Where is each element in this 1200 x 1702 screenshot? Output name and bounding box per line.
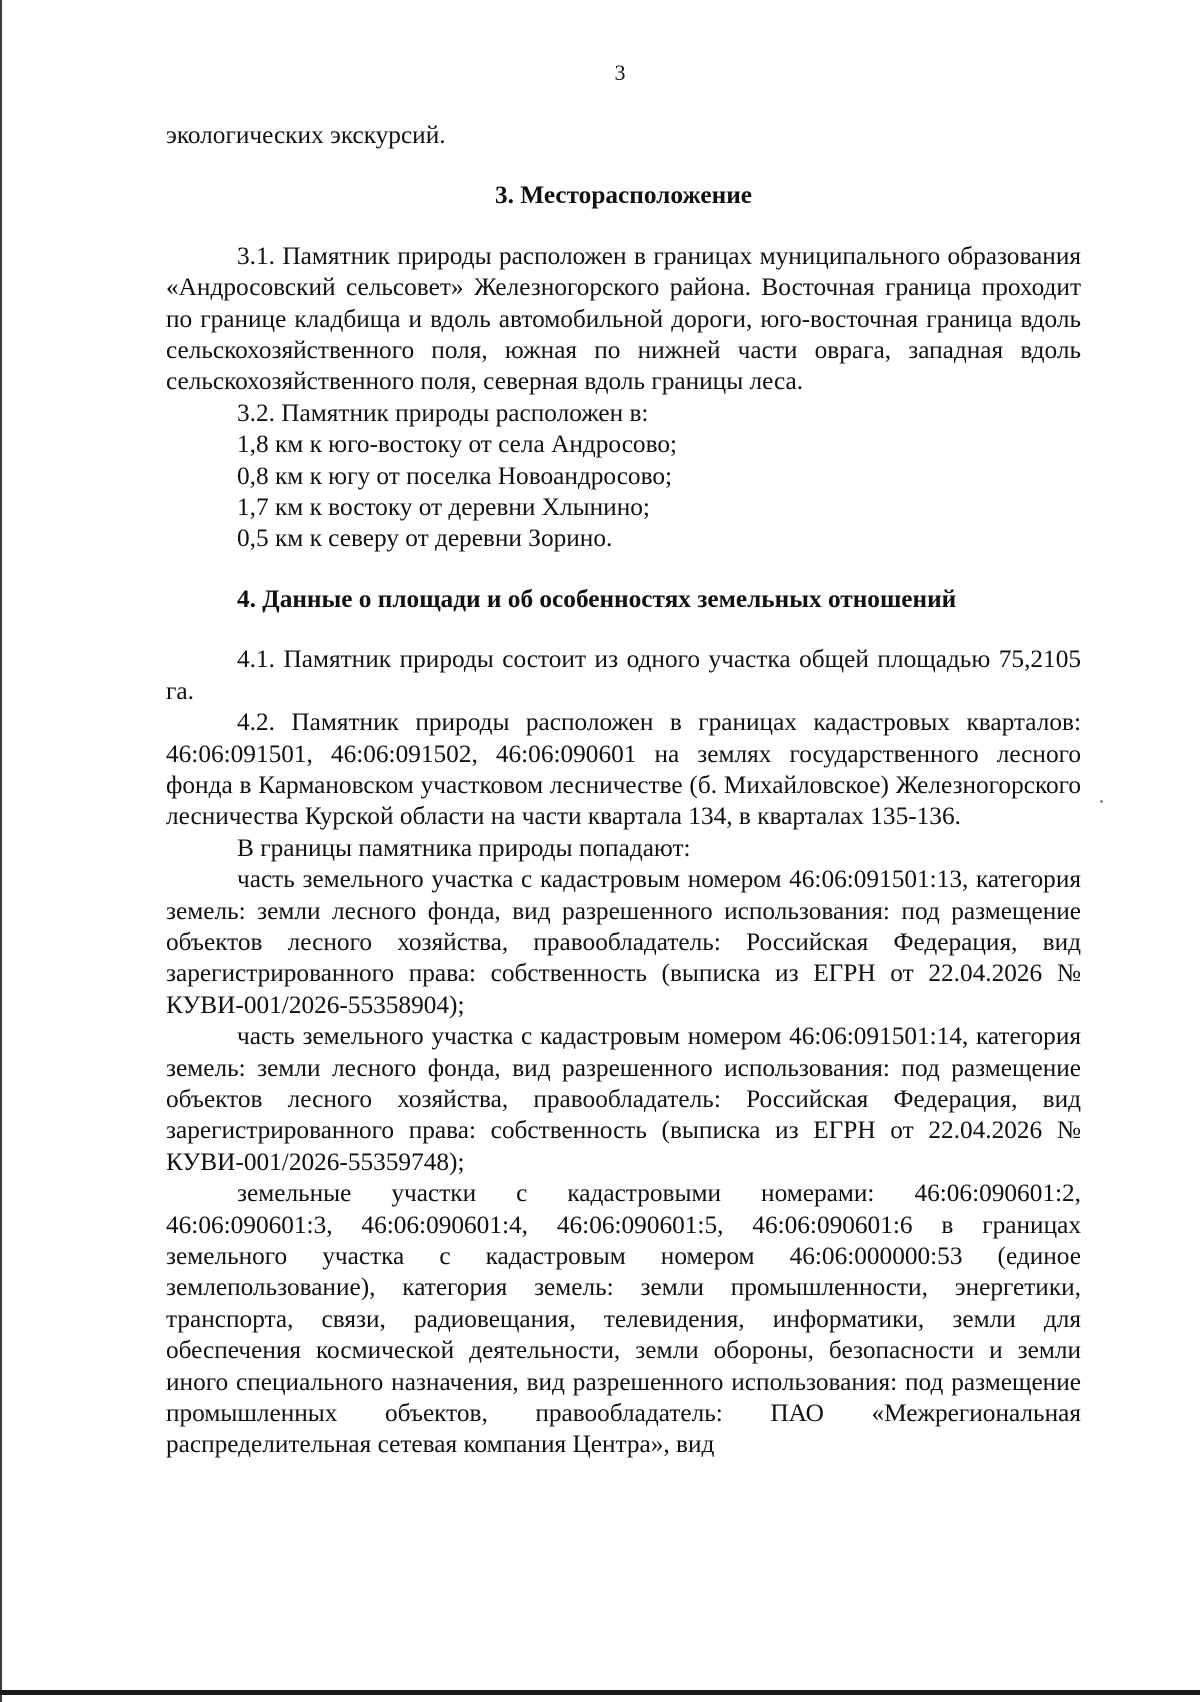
carryover-text: экологических экскурсий. xyxy=(166,121,446,149)
page-number: 3 xyxy=(614,60,626,85)
section-4-2-paragraph: 4.2. Памятник природы расположен в границах кадастровых кварталов: 46:06:091501, 46:06:091502, 46:06:090601 на землях государственного лесного фонда в Кармановском участковом лесничестве (б. Михайловское) Железногорского лесничества Курской области на части квартала 134, в кварталах 135-136. xyxy=(166,708,1081,831)
section-4-heading: 4. Данные о площади и об особенностях земельных отношений xyxy=(237,584,957,613)
document-body xyxy=(166,120,1081,1461)
section-3-1-paragraph: 3.1. Памятник природы расположен в границах муниципального образования «Андросовский сельсовет» Железногорского района. Восточная граница проходит по границе кладбища и вдоль автомобильной дороги, юго-восточная граница вдоль сельскохозяйственного поля, южная по нижней части оврага, западная вдоль сельскохозяйственного поля, северная вдоль границы леса. xyxy=(166,241,1081,396)
land-plots-paragraph: земельные участки с кадастровыми номерами: 46:06:090601:2, 46:06:090601:3, 46:06:090601:4, 46:06:090601:5, 46:06:090601:6 в границах земельного участка с кадастровым номером 46:06:000000:53 (единое землепользование), категория земель: земли промышленности, энергетики, транспорта, связи, радиовещания, телевидения, информатики, земли для обеспечения космической деятельности, земли обороны, безопасности и земли иного специального назначения, вид разрешенного использования: под размещение промышленных объектов, правообладатель: ПАО «Межрегиональная распределительная сетевая компания Центра», вид xyxy=(166,1179,1081,1459)
land-plot-paragraph: часть земельного участка с кадастровым номером 46:06:091501:13, категория земель: земли лесного фонда, вид разрешенного использования: под размещение объектов лесного хозяйства, правообладатель: Российская Федерация, вид зарегистрированного права: собственность (выписка из ЕГРН от 22.04.2026 № КУВИ-001/2026-55358904); xyxy=(166,865,1081,1019)
scan-edge-bottom xyxy=(0,1690,1200,1695)
land-plot-paragraph: часть земельного участка с кадастровым номером 46:06:091501:14, категория земель: земли лесного фонда, вид разрешенного использования: под размещение объектов лесного хозяйства, правообладатель: Российская Федерация, вид зарегистрированного права: собственность (выписка из ЕГРН от 22.04.2026 № КУВИ-001/2026-55359748); xyxy=(166,1022,1081,1176)
scan-dot xyxy=(1100,800,1103,803)
section-3-2-paragraph: 3.2. Памятник природы расположен в: xyxy=(237,398,649,427)
section-3-heading: 3. Месторасположение xyxy=(494,181,752,210)
scan-edge-left xyxy=(0,0,2,1702)
distance-item: 1,7 км к востоку от деревни Хлынино; xyxy=(237,493,650,522)
boundaries-intro: В границы памятника природы попадают: xyxy=(237,833,691,862)
section-4-1-paragraph: 4.1. Памятник природы состоит из одного участка общей площадью 75,2105 га. xyxy=(166,645,1081,705)
distance-item: 1,8 км к юго-востоку от села Андросово; xyxy=(237,430,678,459)
distance-item: 0,5 км к северу от деревни Зорино. xyxy=(237,524,613,553)
distance-item: 0,8 км к югу от поселка Новоандросово; xyxy=(237,461,673,490)
